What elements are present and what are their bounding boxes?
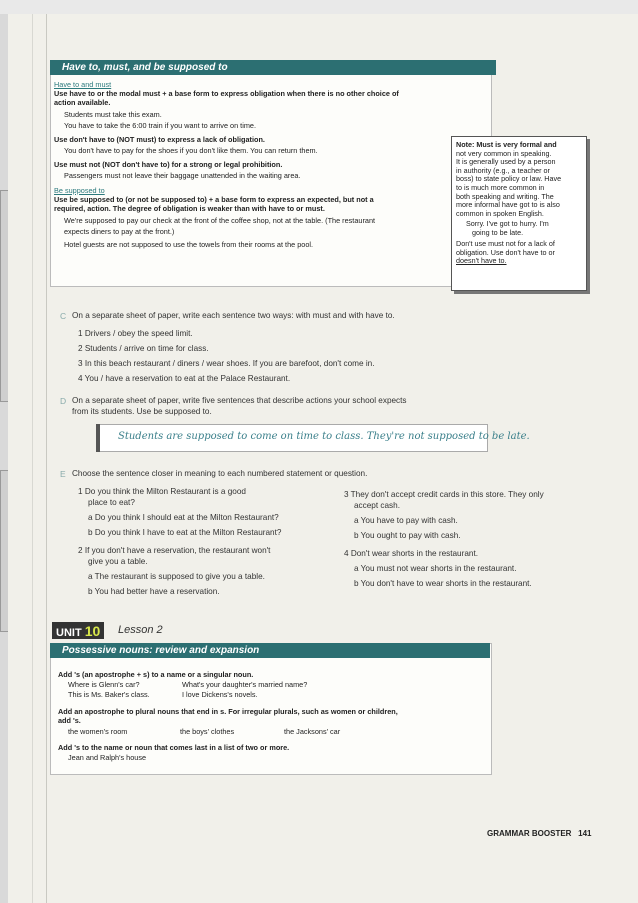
rule-line: Add an apostrophe to plural nouns that end in s. For irregular plurals, such as women or children, xyxy=(58,707,398,716)
rule-line: Use must not (NOT don't have to) for a strong or legal prohibition. xyxy=(54,160,283,169)
exercise-e-letter: E xyxy=(60,469,66,479)
note-line: It is generally used by a person xyxy=(456,157,556,167)
note-line: Note: Must is very formal and xyxy=(456,140,557,149)
example-line: the women's room xyxy=(68,727,128,736)
unit-badge xyxy=(52,622,104,639)
note-example: Sorry. I've got to hurry. I'm xyxy=(466,219,549,228)
rule-line: action available. xyxy=(54,98,111,107)
exercise-e-option: b You don't have to wear shorts in the restaurant. xyxy=(354,579,532,588)
example-line: Passengers must not leave their baggage unattended in the waiting area. xyxy=(64,171,301,180)
exercise-e-item: accept cash. xyxy=(354,501,400,510)
note-line: Don't use must not for a lack of xyxy=(456,239,555,248)
exercise-c-instruction: On a separate sheet of paper, write each sentence two ways: with must and with have to. xyxy=(72,311,395,320)
scan-top-edge xyxy=(0,0,638,14)
rule-line: required, action. The degree of obligation is weaker than with have to or must. xyxy=(54,204,325,213)
exercise-e-item: 1 Do you think the Milton Restaurant is a good xyxy=(78,487,246,496)
example-line: the boys' clothes xyxy=(180,727,235,736)
exercise-e-item: give you a table. xyxy=(88,557,148,566)
exercise-e-option: a The restaurant is supposed to give you a table. xyxy=(88,572,265,581)
exercise-c-item: 3 In this beach restaurant / diners / wear shoes. If you are barefoot, don't come in. xyxy=(78,359,375,368)
note-line: doesn't have to. xyxy=(456,256,507,266)
exercise-e-option: a You must not wear shorts in the restaurant. xyxy=(354,564,517,573)
example-line: I love Dickens's novels. xyxy=(182,690,258,699)
exercise-d-instruction: On a separate sheet of paper, write five sentences that describe actions your school expects xyxy=(72,396,407,405)
subheading-be-supposed-to: Be supposed to xyxy=(54,186,105,195)
grammar-box-title: Possessive nouns: review and expansion xyxy=(50,643,490,658)
example-line: We're supposed to pay our check at the front of the coffee shop, not at the table. (The restaurant xyxy=(64,216,376,225)
lesson-title: Lesson 2 xyxy=(118,624,163,636)
rule-line: Add 's to the name or noun that comes last in a list of two or more. xyxy=(58,743,290,752)
note-line: common in spoken English. xyxy=(456,208,544,218)
example-line: You don't have to pay for the shoes if you don't like them. You can return them. xyxy=(64,146,318,155)
grammar-box-title: Have to, must, and be supposed to xyxy=(50,60,496,75)
exercise-c-letter: C xyxy=(60,311,67,321)
note-line: not very common in speaking. xyxy=(456,148,552,158)
note-line: more informal have got to is also xyxy=(456,200,560,210)
exercise-c-item: 4 You / have a reservation to eat at the Palace Restaurant. xyxy=(78,374,291,383)
exercise-d-letter: D xyxy=(60,396,67,406)
page-fold-line xyxy=(32,14,33,903)
exercise-e-item: place to eat? xyxy=(88,498,135,507)
example-line: Hotel guests are not supposed to use the towels from their rooms at the pool. xyxy=(64,240,314,249)
exercise-c-item: 1 Drivers / obey the speed limit. xyxy=(78,329,193,338)
exercise-e-item: 3 They don't accept credit cards in this store. They only xyxy=(344,490,544,499)
note-line: both speaking and writing. The xyxy=(456,191,554,201)
exercise-d-instruction: from its students. Use be supposed to. xyxy=(72,407,212,416)
example-line: Students must take this exam. xyxy=(64,110,162,119)
example-line: This is Ms. Baker's class. xyxy=(68,690,150,699)
exercise-c-item: 2 Students / arrive on time for class. xyxy=(78,344,209,353)
rule-line: Use be supposed to (or not be supposed to) + a base form to express an expected, but not a xyxy=(54,195,374,204)
exercise-e-instruction: Choose the sentence closer in meaning to each numbered statement or question. xyxy=(72,469,368,478)
rule-line: Use have to or the modal must + a base form to express obligation when there is no other choice of xyxy=(54,89,399,98)
example-line: Where is Glenn's car? xyxy=(68,680,140,689)
handwritten-example: Students are supposed to come on time to class. They're not supposed to be late. xyxy=(118,431,530,442)
example-line: You have to take the 6:00 train if you want to arrive on time. xyxy=(64,121,256,130)
page-margin-line xyxy=(46,14,47,903)
example-line: the Jacksons' car xyxy=(284,727,341,736)
example-line: expects diners to pay at the front.) xyxy=(64,227,175,236)
example-line: Jean and Ralph's house xyxy=(68,753,147,762)
page-number: 141 xyxy=(578,829,592,838)
handwritten-example-bar xyxy=(96,424,100,452)
exercise-e-option: b You had better have a reservation. xyxy=(88,587,220,596)
note-line: obligation. Use don't have to or xyxy=(456,247,555,257)
note-line: to is much more common in xyxy=(456,183,545,192)
exercise-e-option: b Do you think I have to eat at the Milton Restaurant? xyxy=(88,528,282,537)
footer-label: GRAMMAR BOOSTER xyxy=(487,829,572,838)
note-line: boss) to state policy or law. Have xyxy=(456,174,562,184)
rule-line: add 's. xyxy=(58,716,81,725)
exercise-e-option: a Do you think I should eat at the Milton Restaurant? xyxy=(88,513,279,522)
exercise-e-option: a You have to pay with cash. xyxy=(354,516,458,525)
exercise-e-option: b You ought to pay with cash. xyxy=(354,531,461,540)
unit-number: 10 xyxy=(84,623,101,639)
example-line: What's your daughter's married name? xyxy=(182,680,308,689)
rule-line: Add 's (an apostrophe + s) to a name or a singular noun. xyxy=(58,670,254,679)
unit-label: UNIT xyxy=(56,627,82,639)
subheading-have-to-must: Have to and must xyxy=(54,80,112,89)
note-line: in authority (e.g., a teacher or xyxy=(456,165,550,175)
exercise-e-item: 4 Don't wear shorts in the restaurant. xyxy=(344,549,478,558)
note-example: going to be late. xyxy=(472,227,524,237)
page-footer xyxy=(487,829,591,838)
scan-left-edge xyxy=(0,14,8,903)
rule-line: Use don't have to (NOT must) to express a lack of obligation. xyxy=(54,135,265,144)
exercise-e-item: 2 If you don't have a reservation, the restaurant won't xyxy=(78,546,271,555)
